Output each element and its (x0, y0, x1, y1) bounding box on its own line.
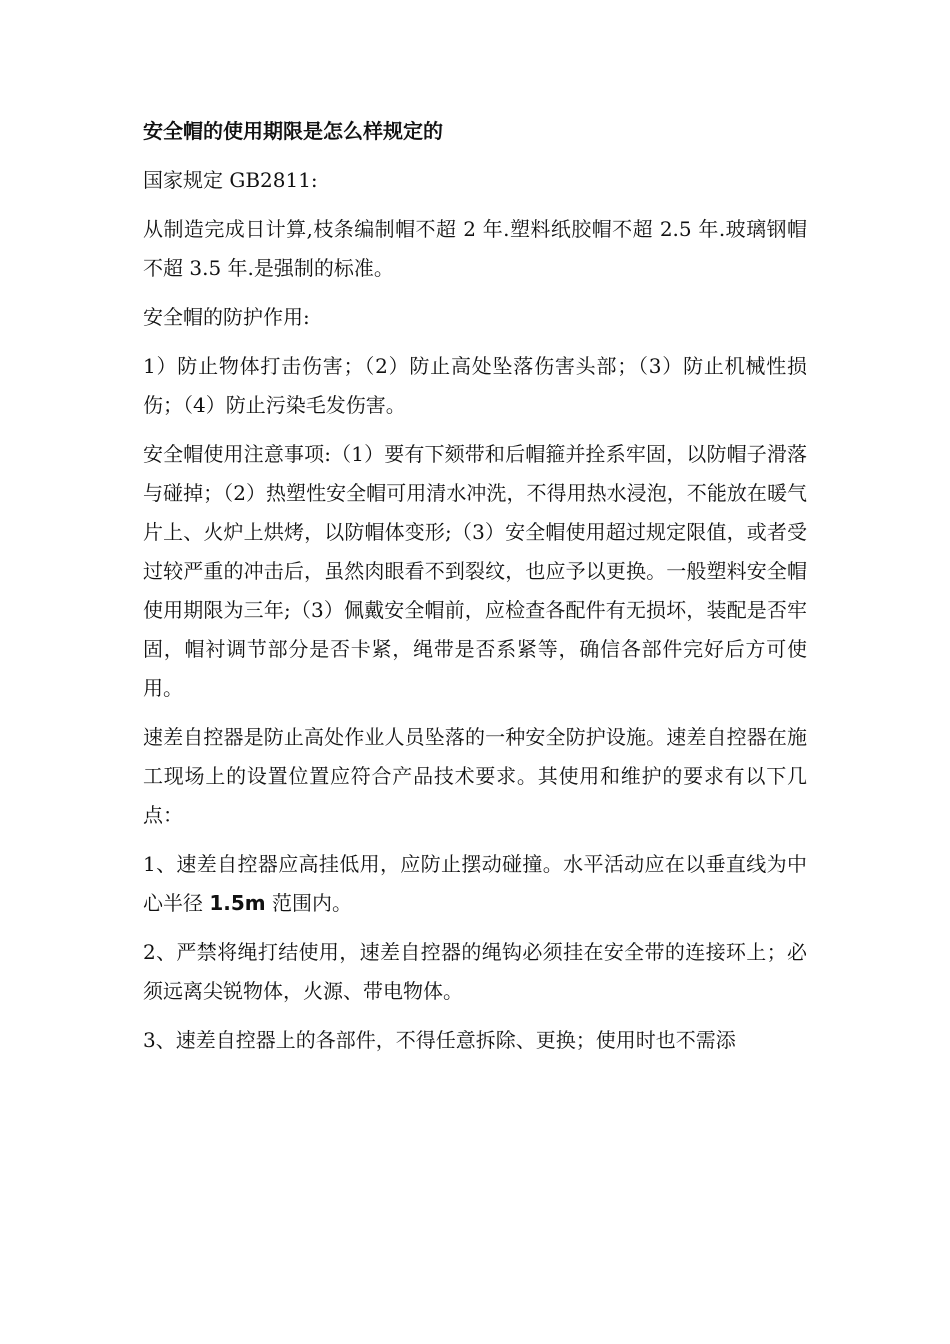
paragraph-lifespan: 从制造完成日计算,枝条编制帽不超 2 年.塑料纸胶帽不超 2.5 年.玻璃钢帽不超 3.5 年.是强制的标准。 (143, 217, 807, 280)
paragraph-rule-2: 2、严禁将绳打结使用，速差自控器的绳钩必须挂在安全带的连接环上；必须远离尖锐物体，火源、带电物体。 (143, 940, 807, 1003)
paragraph-rule-1 (143, 845, 807, 923)
paragraph-standard: 国家规定 GB2811: (143, 168, 318, 192)
rule-1-radius-value: 1.5m (209, 891, 266, 915)
document-body (143, 112, 807, 1070)
paragraph-protection-list: 1）防止物体打击伤害；（2）防止高处坠落伤害头部；（3）防止机械性损伤；（4）防止污染毛发伤害。 (143, 354, 807, 417)
document-title: 安全帽的使用期限是怎么样规定的 (143, 119, 443, 143)
rule-1-text-c: 范围内。 (265, 891, 352, 915)
rule-1-text-a: 1、速差自控器应高挂低用，应防止摆动碰撞。水平活动应在以垂直线为中心半径 (143, 852, 807, 915)
paragraph-protection-heading: 安全帽的防护作用: (143, 305, 310, 329)
paragraph-rule-3: 3、速差自控器上的各部件，不得任意拆除、更换；使用时也不需添 (143, 1028, 736, 1052)
paragraph-self-retracting-intro: 速差自控器是防止高处作业人员坠落的一种安全防护设施。速差自控器在施工现场上的设置位置应符合产品技术要求。其使用和维护的要求有以下几点： (143, 725, 807, 827)
paragraph-precautions: 安全帽使用注意事项:（1）要有下颏带和后帽箍并拴系牢固，以防帽子滑落与碰掉；（2）热塑性安全帽可用清水冲洗，不得用热水浸泡，不能放在暖气片上、火炉上烘烤，以防帽体变形;（3）安全帽使用超过规定限值，或者受过较严重的冲击后，虽然肉眼看不到裂纹，也应予以更换。一般塑料安全帽使用期限为三年;（3）佩戴安全帽前，应检查各配件有无损坏，装配是否牢固，帽衬调节部分是否卡紧，绳带是否系紧等，确信各部件完好后方可使用。 (143, 442, 807, 700)
